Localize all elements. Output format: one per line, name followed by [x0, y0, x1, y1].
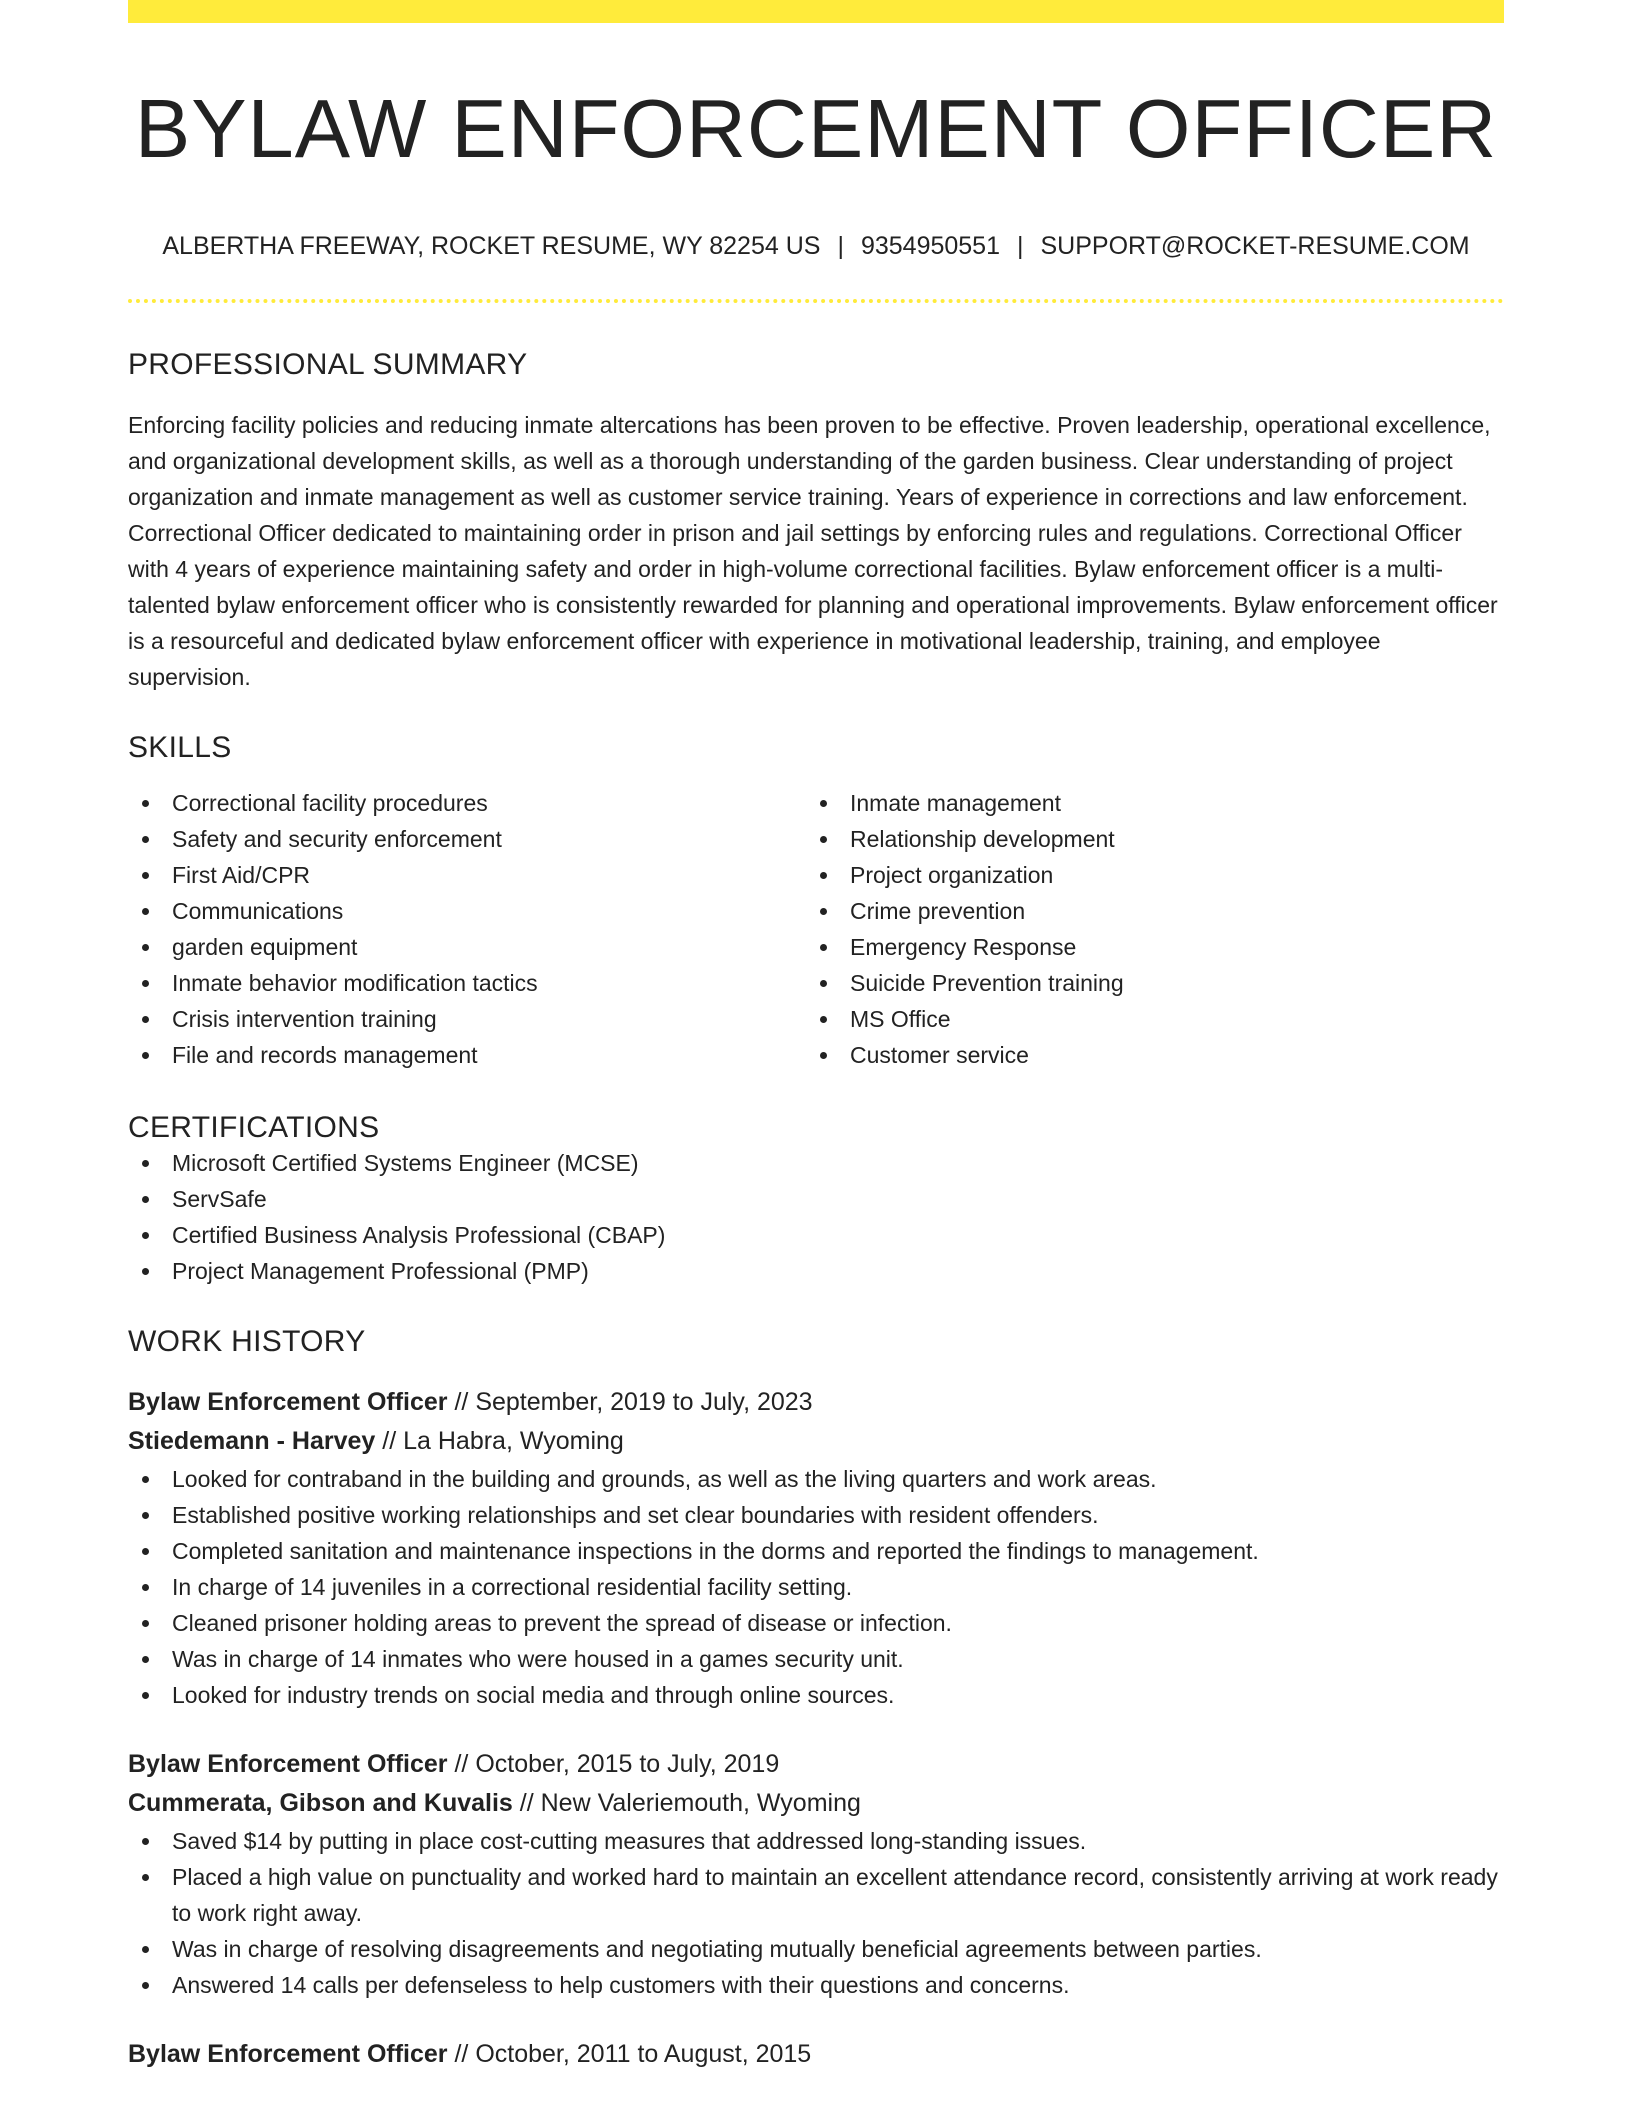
job-location: // La Habra, Wyoming	[375, 1427, 624, 1456]
job-dates: // October, 2015 to July, 2019	[447, 1750, 780, 1779]
certification-item: Project Management Professional (PMP)	[128, 1253, 1504, 1289]
skill-item: Relationship development	[806, 821, 1484, 857]
resume-page	[128, 0, 1504, 2074]
skill-item: Safety and security enforcement	[128, 821, 806, 857]
skill-item: First Aid/CPR	[128, 857, 806, 893]
job-duty-item: Was in charge of resolving disagreements and negotiating mutually beneficial agreements between parties.	[128, 1931, 1504, 1967]
resume-title: BYLAW ENFORCEMENT OFFICER	[134, 82, 1498, 175]
contact-phone: 9354950551	[860, 232, 1000, 261]
skill-item: Inmate management	[806, 785, 1484, 821]
job-duty-item: Saved $14 by putting in place cost-cutting measures that addressed long-standing issues.	[128, 1823, 1504, 1859]
job-entry	[128, 1745, 1504, 2003]
skill-item: Customer service	[806, 1037, 1484, 1073]
job-employer-line	[128, 1422, 1504, 1461]
skill-item: Communications	[128, 893, 806, 929]
summary-heading: PROFESSIONAL SUMMARY	[128, 348, 528, 382]
skills-column-left	[128, 785, 806, 1073]
job-duty-item: Looked for industry trends on social media and through online sources.	[128, 1677, 1504, 1713]
job-duty-item: Established positive working relationships and set clear boundaries with resident offenders.	[128, 1497, 1504, 1533]
job-duties-list	[128, 1823, 1504, 2003]
job-title: Bylaw Enforcement Officer	[128, 2040, 448, 2069]
skill-item: Inmate behavior modification tactics	[128, 965, 806, 1001]
job-duty-item: Answered 14 calls per defenseless to help customers with their questions and concerns.	[128, 1967, 1504, 2003]
job-duties-list	[128, 1461, 1504, 1713]
job-entry	[128, 2035, 1504, 2074]
skills-columns	[128, 785, 1504, 1073]
job-dates: // September, 2019 to July, 2023	[447, 1388, 813, 1417]
skills-list-right	[806, 785, 1484, 1073]
job-duty-item: Cleaned prisoner holding areas to prevent the spread of disease or infection.	[128, 1605, 1504, 1641]
skill-item: Project organization	[806, 857, 1484, 893]
job-entry	[128, 1383, 1504, 1713]
contact-address: ALBERTHA FREEWAY, ROCKET RESUME, WY 82254 US	[162, 232, 821, 261]
contact-separator: |	[1017, 232, 1024, 261]
skills-column-right	[806, 785, 1484, 1073]
job-duty-item: In charge of 14 juveniles in a correctional residential facility setting.	[128, 1569, 1504, 1605]
job-title-line	[128, 2035, 1504, 2074]
skills-heading: SKILLS	[128, 731, 232, 765]
certification-item: Microsoft Certified Systems Engineer (MCSE)	[128, 1145, 1504, 1181]
skills-list-left	[128, 785, 806, 1073]
job-title-line	[128, 1383, 1504, 1422]
job-employer: Cummerata, Gibson and Kuvalis	[128, 1789, 513, 1818]
work-history-heading: WORK HISTORY	[128, 1325, 366, 1359]
header-divider	[128, 299, 1504, 303]
job-title-line	[128, 1745, 1504, 1784]
skill-item: Suicide Prevention training	[806, 965, 1484, 1001]
certifications-heading: CERTIFICATIONS	[128, 1111, 380, 1145]
top-accent-bar	[128, 0, 1504, 23]
skill-item: Crisis intervention training	[128, 1001, 806, 1037]
job-title: Bylaw Enforcement Officer	[128, 1388, 448, 1417]
job-location: // New Valeriemouth, Wyoming	[512, 1789, 861, 1818]
job-employer: Stiedemann - Harvey	[128, 1427, 376, 1456]
skill-item: Crime prevention	[806, 893, 1484, 929]
job-title: Bylaw Enforcement Officer	[128, 1750, 448, 1779]
skill-item: Correctional facility procedures	[128, 785, 806, 821]
skill-item: MS Office	[806, 1001, 1484, 1037]
job-employer-line	[128, 1784, 1504, 1823]
certification-item: Certified Business Analysis Professional (CBAP)	[128, 1217, 1504, 1253]
skill-item: garden equipment	[128, 929, 806, 965]
job-duty-item: Looked for contraband in the building and grounds, as well as the living quarters and work areas.	[128, 1461, 1504, 1497]
skill-item: Emergency Response	[806, 929, 1484, 965]
job-dates: // October, 2011 to August, 2015	[447, 2040, 812, 2069]
contact-email: SUPPORT@ROCKET-RESUME.COM	[1040, 232, 1470, 261]
job-duty-item: Was in charge of 14 inmates who were housed in a games security unit.	[128, 1641, 1504, 1677]
job-duty-item: Placed a high value on punctuality and worked hard to maintain an excellent attendance record, consistently arriving at work ready to work right away.	[128, 1859, 1504, 1931]
certification-item: ServSafe	[128, 1181, 1504, 1217]
job-duty-item: Completed sanitation and maintenance inspections in the dorms and reported the findings to management.	[128, 1533, 1504, 1569]
certifications-list	[128, 1145, 1504, 1289]
skill-item: File and records management	[128, 1037, 806, 1073]
contact-line	[128, 232, 1504, 261]
contact-separator: |	[837, 232, 844, 261]
summary-text: Enforcing facility policies and reducing inmate altercations has been proven to be effective. Proven leadership, operational excellence, and organizational development skills, as well as a thorough understanding of the garden business. Clear understanding of project organization and inmate management as well as customer service training. Years of experience in corrections and law enforcement. Correctional Officer dedicated to maintaining order in prison and jail settings by enforcing rules and regulations. Correctional Officer with 4 years of experience maintaining safety and order in high-volume correctional facilities. Bylaw enforcement officer is a multi-talented bylaw enforcement officer who is consistently rewarded for planning and operational improvements. Bylaw enforcement officer is a resourceful and dedicated bylaw enforcement officer with experience in motivational leadership, training, and employee supervision.	[128, 412, 1498, 691]
